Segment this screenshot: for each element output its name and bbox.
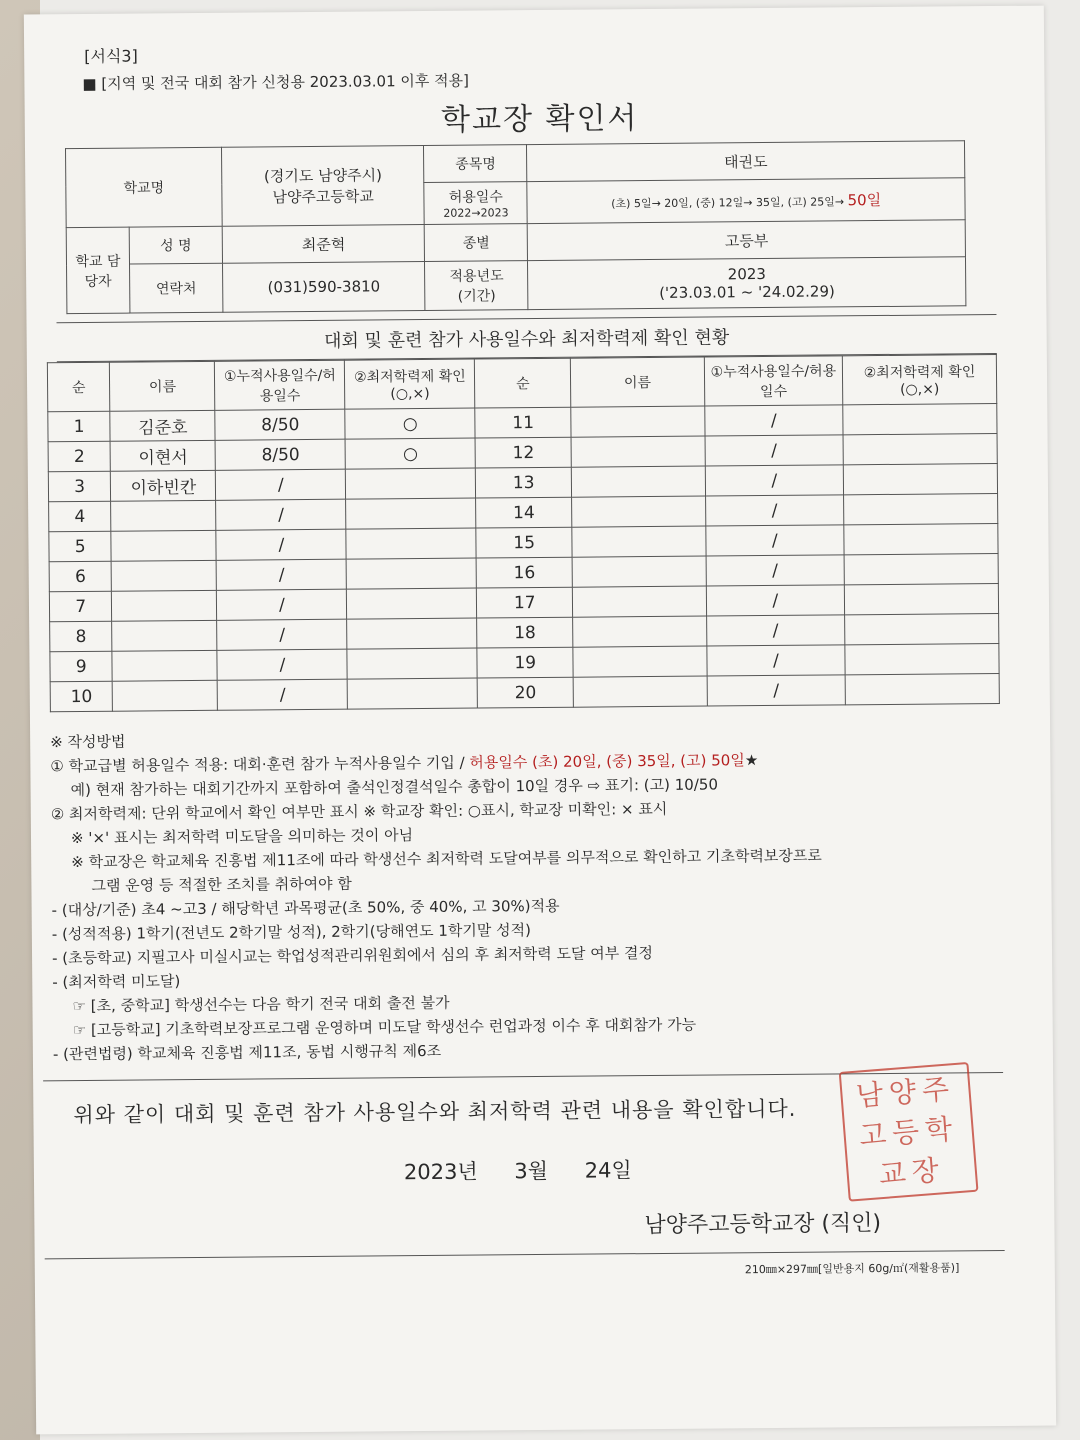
days-value-prefix: (초) 5일→ 20일, (중) 12일→ 35일, (고) 25일→ xyxy=(611,195,845,211)
col-check-left: ②최저학력제 확인(○,×) xyxy=(345,359,475,409)
cell-left-days: / xyxy=(217,559,347,590)
cell-left-name xyxy=(112,650,217,681)
cell-right-name xyxy=(572,556,706,587)
cell-right-check xyxy=(845,613,999,644)
cell-right-check xyxy=(844,583,998,614)
cell-left-check: ○ xyxy=(345,408,475,439)
col-name-left: 이름 xyxy=(110,361,215,411)
cell-left-check xyxy=(347,618,477,649)
cell-left-check: ○ xyxy=(345,438,475,469)
cell-left-num: 9 xyxy=(50,651,113,682)
cell-left-name xyxy=(112,590,217,621)
method-line-1-red: 허용일수 (초) 20일, (중) 35일, (고) 50일 xyxy=(469,751,745,772)
year-range: ('23.03.01 ~ '24.02.29) xyxy=(659,282,835,302)
method-line-6: 그램 운영 등 적절한 조치를 취하여야 함 xyxy=(91,874,352,895)
method-line-3: ② 최저학력제: 단위 학교에서 확인 여부만 표시 ※ 학교장 확인: ○표시, 학교장 미확인: × 표시 xyxy=(50,799,668,824)
cell-right-name xyxy=(572,586,706,617)
col-check-right: ②최저학력제 확인(○,×) xyxy=(842,355,996,405)
cell-right-num: 18 xyxy=(477,617,573,648)
cell-left-num: 4 xyxy=(49,501,112,532)
confirm-statement: 위와 같이 대회 및 훈련 참가 사용일수와 최저학력 관련 내용을 확인합니다. xyxy=(73,1096,797,1128)
cell-right-days: / xyxy=(705,435,844,466)
cell-right-num: 19 xyxy=(477,647,573,678)
cell-right-check xyxy=(844,553,998,584)
cell-left-check xyxy=(346,558,476,589)
method-line-7: - (대상/기준) 초4 ~고3 / 해당학년 과목평균(초 50%, 중 40%, 고 30%)적용 xyxy=(51,896,560,920)
cell-right-days: / xyxy=(706,615,845,646)
cell-left-name xyxy=(111,500,216,531)
method-line-1a: ① 학교급별 허용일수 적용: 대회·훈련 참가 누적사용일수 기입 / xyxy=(50,753,465,776)
form-number: [서식3] xyxy=(84,46,138,66)
cell-right-check xyxy=(844,493,998,524)
cell-right-days: / xyxy=(707,675,846,706)
cell-left-name xyxy=(111,530,216,561)
method-line-8: - (성적적용) 1학기(전년도 2학기말 성적), 2학기(당해연도 1학기말 성적) xyxy=(51,921,532,944)
cell-left-check xyxy=(347,588,477,619)
school-cell xyxy=(221,145,424,226)
cell-right-days: / xyxy=(704,405,843,436)
col-num-right: 순 xyxy=(475,358,571,408)
cell-left-check xyxy=(346,528,476,559)
cell-right-days: / xyxy=(705,525,844,556)
year-value-cell xyxy=(528,257,966,310)
instructions xyxy=(50,722,1013,1066)
method-line-5: ※ 학교장은 학교체육 진흥법 제11조에 따라 학생선수 최저학력 도달여부를 의무적으로 확인하고 기초학력보장프로 xyxy=(71,846,822,872)
cell-right-num: 12 xyxy=(475,437,571,468)
cell-left-num: 2 xyxy=(48,441,111,472)
cell-left-num: 10 xyxy=(50,681,113,712)
cell-right-num: 11 xyxy=(475,407,571,438)
cell-left-days: / xyxy=(216,469,346,500)
col-days-left: ①누적사용일수/허용일수 xyxy=(215,360,345,410)
cell-left-days: / xyxy=(218,679,348,710)
form-subtitle: ■ [지역 및 전국 대회 참가 신청용 2023.03.01 이후 적용] xyxy=(82,71,470,93)
event-label: 종목명 xyxy=(424,145,527,183)
cell-right-num: 16 xyxy=(476,557,572,588)
name-label: 성 명 xyxy=(129,226,222,264)
method-line-12: ☞ [고등학교] 기초학력보장프로그램 운영하며 미도달 학생선수 런업과정 이수 후 대회참가 가능 xyxy=(72,1015,697,1040)
cell-left-days: 8/50 xyxy=(216,439,346,470)
cell-right-num: 20 xyxy=(477,677,573,708)
school-name: 남양주고등학교 xyxy=(272,187,374,207)
cell-right-name xyxy=(571,466,705,497)
cell-left-name: 이하빈칸 xyxy=(111,470,216,501)
col-name-right: 이름 xyxy=(570,357,704,407)
name-value: 최준혁 xyxy=(222,224,425,263)
cell-left-num: 8 xyxy=(50,621,113,652)
cell-left-name: 김준호 xyxy=(110,410,215,441)
year-value: 2023 xyxy=(727,265,766,284)
division-value: 고등부 xyxy=(528,220,966,261)
method-header: ※ 작성방법 xyxy=(50,732,126,752)
school-seal-stamp: 남양주고등학교장 xyxy=(839,1062,979,1202)
method-line-11: ☞ [초, 중학교] 학생선수는 다음 학기 전국 대회 출전 불가 xyxy=(72,993,450,1016)
event-value: 태권도 xyxy=(527,141,965,182)
year-sub: (기간) xyxy=(457,288,496,305)
days-value-red: 50일 xyxy=(847,191,882,210)
cell-right-days: / xyxy=(706,585,845,616)
info-table xyxy=(65,140,966,314)
cell-right-days: / xyxy=(705,495,844,526)
cell-left-days: / xyxy=(217,619,347,650)
days-value-cell xyxy=(527,178,965,224)
year-label-cell xyxy=(425,261,528,311)
paper-note: 210㎜×297㎜[일반용지 60g/㎡(재활용품)] xyxy=(744,1261,960,1277)
method-line-9: - (초등학교) 지필고사 미실시교는 학업성적관리위원회에서 심의 후 최저학력 도달 여부 결정 xyxy=(51,944,654,968)
cell-right-check xyxy=(843,463,997,494)
cell-right-num: 13 xyxy=(476,467,572,498)
method-line-13: - (관련법령) 학교체육 진흥법 제11조, 동법 시행규칙 제6조 xyxy=(52,1041,442,1064)
method-line-4: ※ '×' 표시는 최저학력 미도달을 의미하는 것이 아님 xyxy=(70,826,414,848)
cell-left-num: 1 xyxy=(48,411,111,442)
participant-table xyxy=(47,354,1000,712)
school-label: 학교명 xyxy=(65,147,222,227)
cell-right-check xyxy=(845,673,999,704)
cell-right-num: 15 xyxy=(476,527,572,558)
section-title: 대회 및 훈련 참가 사용일수와 최저학력제 확인 현황 xyxy=(57,314,997,362)
method-line-2: 예) 현재 참가하는 대회기간까지 포함하여 출석인정결석일수 총합이 10일 경우 ⇨ 표기: (고) 10/50 xyxy=(70,775,719,800)
signer: 남양주고등학교장 (직인) xyxy=(644,1211,882,1239)
col-num-left: 순 xyxy=(47,362,110,412)
cell-right-name xyxy=(573,676,707,707)
cell-left-check xyxy=(347,648,477,679)
cell-left-check xyxy=(346,468,476,499)
phone-value: (031)590-3810 xyxy=(223,261,426,312)
days-label-cell xyxy=(424,182,527,225)
cell-right-name xyxy=(573,646,707,677)
cell-right-days: / xyxy=(706,555,845,586)
days-label: 허용일수 xyxy=(448,189,503,206)
cell-right-name xyxy=(573,616,707,647)
col-days-right: ①누적사용일수/허용일수 xyxy=(704,356,843,406)
days-period: 2022→2023 xyxy=(443,206,509,220)
phone-label: 연락처 xyxy=(130,263,223,313)
cell-left-days: / xyxy=(217,649,347,680)
cell-left-check xyxy=(348,678,478,709)
cell-right-name xyxy=(572,526,706,557)
contact-label: 학교 담당자 xyxy=(66,227,130,314)
cell-right-name xyxy=(572,496,706,527)
issue-date: 2023년 3월 24일 xyxy=(403,1158,632,1185)
cell-left-days: / xyxy=(216,529,346,560)
cell-left-days: 8/50 xyxy=(215,409,345,440)
cell-right-days: / xyxy=(705,465,844,496)
cell-left-name: 이현서 xyxy=(110,440,215,471)
cell-right-days: / xyxy=(707,645,846,676)
cell-right-check xyxy=(845,643,999,674)
year-label: 적용년도 xyxy=(449,268,504,285)
cell-left-name xyxy=(113,680,218,711)
cell-left-num: 6 xyxy=(49,561,112,592)
cell-right-name xyxy=(571,406,705,437)
school-region: (경기도 남양주시) xyxy=(263,166,382,186)
cell-left-num: 7 xyxy=(49,591,112,622)
cell-right-name xyxy=(571,436,705,467)
cell-right-check xyxy=(843,404,997,435)
cell-right-num: 17 xyxy=(477,587,573,618)
cell-right-num: 14 xyxy=(476,497,572,528)
division-label: 종별 xyxy=(425,224,528,262)
document-page xyxy=(24,6,1056,1435)
cell-left-days: / xyxy=(217,589,347,620)
cell-left-num: 3 xyxy=(48,471,111,502)
cell-left-name xyxy=(112,620,217,651)
cell-right-check xyxy=(843,434,997,465)
cell-left-days: / xyxy=(216,499,346,530)
cell-left-check xyxy=(346,498,476,529)
cell-right-check xyxy=(844,523,998,554)
cell-left-name xyxy=(112,560,217,591)
star-icon: ★ xyxy=(744,751,759,770)
method-line-10: - (최저학력 미도달) xyxy=(52,972,181,992)
document-title: 학교장 확인서 xyxy=(440,101,639,138)
cell-left-num: 5 xyxy=(49,531,112,562)
divider xyxy=(45,1250,1005,1259)
